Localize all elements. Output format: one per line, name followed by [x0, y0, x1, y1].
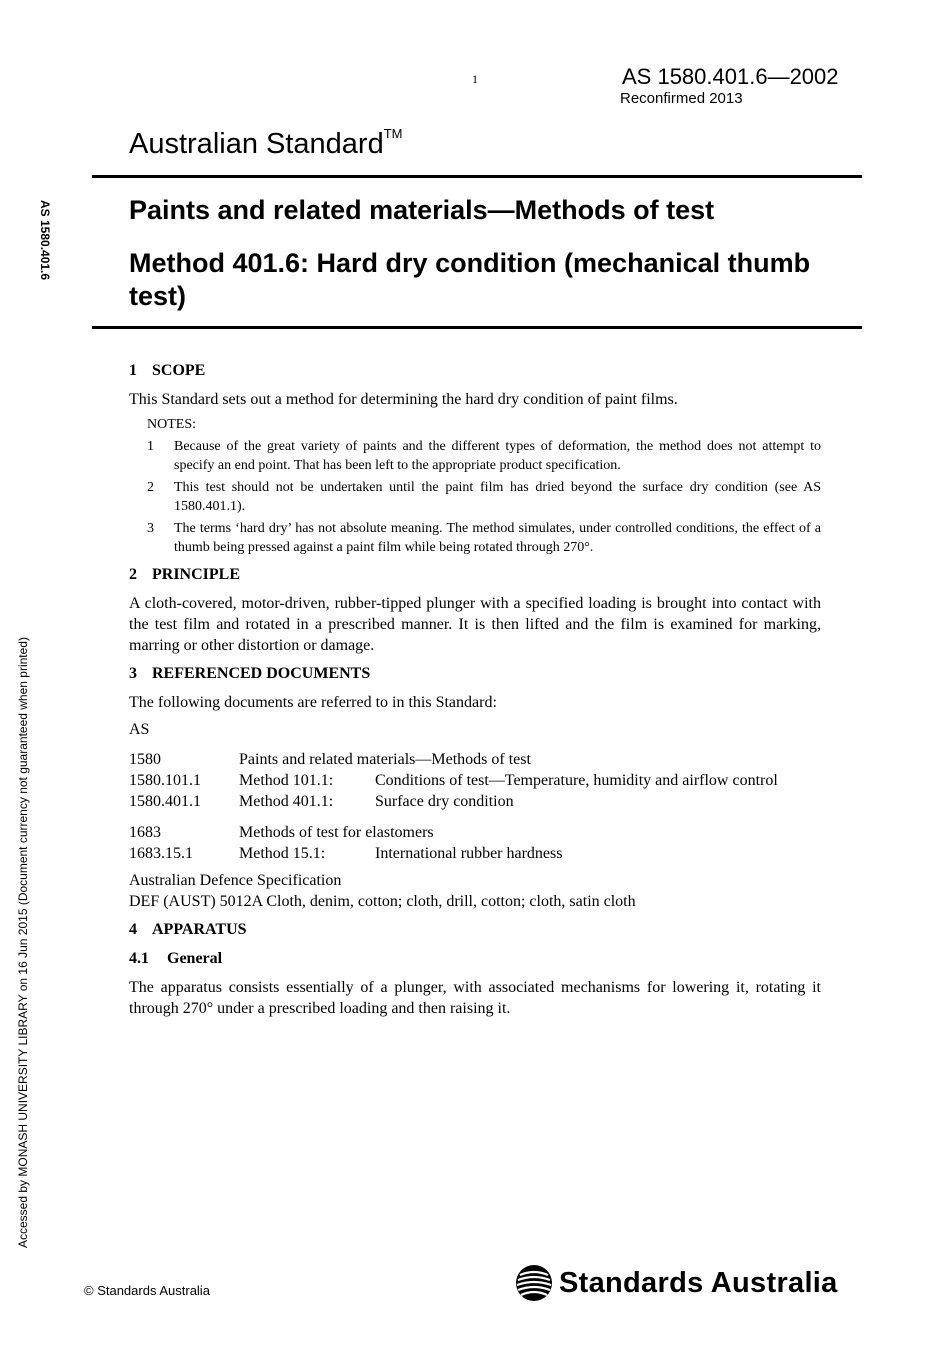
principle-text: A cloth-covered, motor-driven, rubber-tipped plunger with a specified loading is brought into contact with the test film and rotated in a prescribed manner. It is then lifted and the film is examined for marking, marring or other distortion or damage. — [129, 595, 821, 654]
reference-title: International rubber hardness — [375, 845, 563, 862]
logo-emblem-icon — [515, 1264, 553, 1302]
method-title: Method 401.6: Hard dry condition (mechanical thumb test) — [129, 248, 811, 311]
footer-copyright: © Standards Australia — [84, 1283, 210, 1298]
reference-number: 1683 — [129, 824, 161, 841]
brand-text: Australian Standard — [129, 128, 384, 160]
reconfirmed-label: Reconfirmed 2013 — [620, 90, 743, 107]
access-notice: Accessed by MONASH UNIVERSITY LIBRARY on 16 Jun 2015 (Document currency not guaranteed when printed) — [16, 637, 30, 1248]
note-item — [147, 478, 821, 516]
reference-title: Conditions of test—Temperature, humidity and airflow control — [375, 772, 778, 789]
subsection-number: 4.1 — [129, 950, 149, 967]
section-number: 1 — [129, 362, 137, 379]
reference-row — [129, 770, 821, 791]
note-text: Because of the great variety of paints and the different types of deformation, the method does not attempt to specify an end point. That has been left to the appropriate product specification. — [174, 439, 821, 473]
reference-method: Method 101.1: — [239, 772, 334, 789]
note-item — [147, 519, 821, 557]
brand-title — [129, 128, 403, 161]
reference-number: 1580.101.1 — [129, 772, 201, 789]
reference-title: Methods of test for elastomers — [239, 824, 434, 841]
note-text: The terms ‘hard dry’ has not absolute meaning. The method simulates, under controlled conditions, the effect of a thumb being pressed against a paint film while being rotated through 270°. — [174, 521, 821, 555]
reference-title: Surface dry condition — [375, 793, 514, 810]
reference-number: 1580 — [129, 751, 161, 768]
document-title: Paints and related materials—Methods of test — [129, 195, 715, 225]
section-number: 3 — [129, 665, 137, 682]
notes-label: NOTES: — [147, 417, 196, 432]
reference-number: 1683.15.1 — [129, 845, 193, 862]
reference-method: Method 401.1: — [239, 793, 334, 810]
logo-text: Standards Australia — [559, 1266, 838, 1299]
top-rule — [92, 175, 862, 178]
section-title: REFERENCED DOCUMENTS — [152, 665, 371, 682]
subsection-title: General — [167, 950, 223, 967]
note-number: 3 — [147, 521, 154, 536]
reference-row — [129, 749, 821, 770]
section-heading-references — [129, 663, 821, 684]
as-label: AS — [129, 721, 150, 738]
section-heading-scope — [129, 360, 821, 381]
section-title: APPARATUS — [152, 921, 247, 938]
note-item — [147, 437, 821, 475]
subsection-heading-general — [129, 948, 821, 969]
section-number: 4 — [129, 921, 137, 938]
section-number: 2 — [129, 566, 137, 583]
references-intro: The following documents are referred to in this Standard: — [129, 694, 497, 711]
note-number: 1 — [147, 439, 154, 454]
note-text: This test should not be undertaken until the paint film has dried beyond the surface dry condition (see AS 1580.401.1). — [174, 480, 821, 514]
defence-spec-label: Australian Defence Specification — [129, 872, 342, 889]
apparatus-text: The apparatus consists essentially of a plunger, with associated mechanisms for lowering it, rotating it through 270° under a prescribed loading and then raising it. — [129, 979, 821, 1017]
reference-row — [129, 843, 821, 864]
standards-australia-logo — [515, 1264, 838, 1302]
reference-number: 1580.401.1 — [129, 793, 201, 810]
reference-title: Paints and related materials—Methods of test — [239, 751, 531, 768]
bottom-rule — [92, 326, 862, 329]
trademark-mark: TM — [383, 126, 403, 142]
reference-method: Method 15.1: — [239, 845, 326, 862]
section-heading-apparatus — [129, 919, 821, 940]
defence-spec-text: DEF (AUST) 5012A Cloth, denim, cotton; cloth, drill, cotton; cloth, satin cloth — [129, 893, 636, 910]
reference-row — [129, 822, 821, 843]
side-standard-number: AS 1580.401.6 — [38, 200, 52, 281]
note-number: 2 — [147, 480, 154, 495]
scope-text: This Standard sets out a method for determining the hard dry condition of paint films. — [129, 391, 678, 408]
standard-number: AS 1580.401.6—2002 — [622, 64, 839, 89]
page-number: 1 — [472, 72, 478, 86]
section-title: SCOPE — [152, 362, 206, 379]
document-body — [129, 360, 821, 1019]
reference-row — [129, 791, 821, 812]
section-title: PRINCIPLE — [152, 566, 241, 583]
section-heading-principle — [129, 564, 821, 585]
